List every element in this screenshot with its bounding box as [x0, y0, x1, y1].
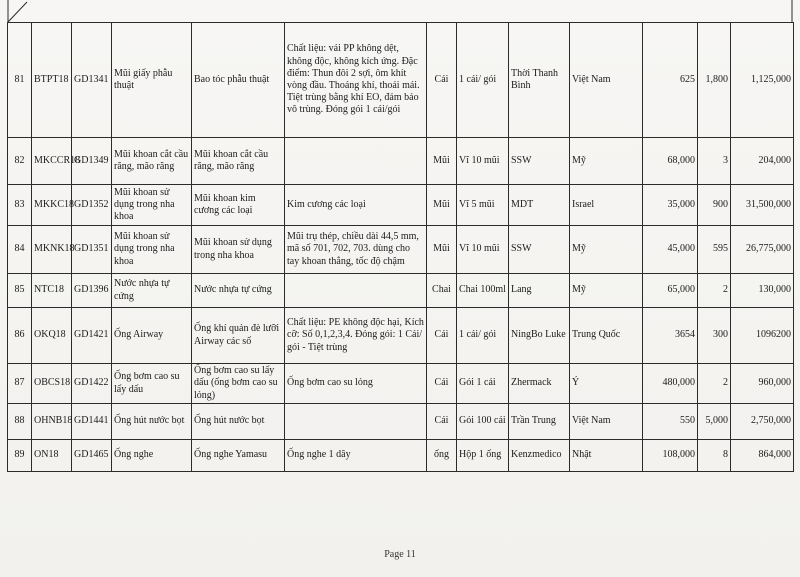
unit-cell: Cái [427, 23, 457, 138]
quantity-cell: 300 [698, 308, 731, 364]
unit-price-cell: 108,000 [643, 440, 698, 472]
decision-code-cell: GD1441 [72, 404, 112, 440]
quantity-cell: 3 [698, 138, 731, 185]
item-code-cell: BTPT18 [32, 23, 72, 138]
origin-country-cell: Nhật [570, 440, 643, 472]
origin-country-cell: Ý [570, 364, 643, 404]
unit-cell: Mũi [427, 138, 457, 185]
manufacturer-cell: Trần Trung [509, 404, 570, 440]
origin-country-cell: Trung Quốc [570, 308, 643, 364]
item-code-cell: MKKC18 [32, 185, 72, 226]
quantity-cell: 2 [698, 364, 731, 404]
packaging-cell: 1 cái/ gói [457, 308, 509, 364]
supply-table [7, 22, 794, 472]
row-number-cell: 88 [8, 404, 32, 440]
continued-table-edge [7, 0, 793, 22]
item-name-cell: Mũi khoan sử dụng trong nha khoa [112, 226, 192, 274]
manufacturer-cell: Zhermack [509, 364, 570, 404]
row-number-cell: 87 [8, 364, 32, 404]
unit-cell: Mũi [427, 226, 457, 274]
quantity-cell: 8 [698, 440, 731, 472]
specification-cell: Ống nghe 1 dây [285, 440, 427, 472]
decision-code-cell: GD1396 [72, 274, 112, 308]
unit-cell: Chai [427, 274, 457, 308]
item-name-cell: Ống bơm cao su lấy dấu [112, 364, 192, 404]
manufacturer-cell: Lang [509, 274, 570, 308]
item-name-cell: Mũi khoan cắt cầu răng, mão răng [112, 138, 192, 185]
item-code-cell: OHNB18 [32, 404, 72, 440]
item-name-cell: Nước nhựa tự cứng [112, 274, 192, 308]
trade-name-cell: Ống nghe Yamasu [192, 440, 285, 472]
decision-code-cell: GD1421 [72, 308, 112, 364]
specification-cell: Ống bơm cao su lỏng [285, 364, 427, 404]
total-amount-cell: 204,000 [731, 138, 794, 185]
decision-code-cell: GD1351 [72, 226, 112, 274]
trade-name-cell: Mũi khoan sử dụng trong nha khoa [192, 226, 285, 274]
item-code-cell: NTC18 [32, 274, 72, 308]
row-number-cell: 83 [8, 185, 32, 226]
item-code-cell: MKCCR18 [32, 138, 72, 185]
trade-name-cell: Ống hút nước bọt [192, 404, 285, 440]
origin-country-cell: Mỹ [570, 226, 643, 274]
manufacturer-cell: Thời Thanh Bình [509, 23, 570, 138]
unit-cell: Cái [427, 308, 457, 364]
item-name-cell: Mũi khoan sử dụng trong nha khoa [112, 185, 192, 226]
packaging-cell: Gói 1 cái [457, 364, 509, 404]
page-number: Page 11 [384, 549, 416, 560]
unit-cell: Cái [427, 364, 457, 404]
manufacturer-cell: MDT [509, 185, 570, 226]
table-row [8, 404, 794, 440]
table-row [8, 440, 794, 472]
unit-price-cell: 625 [643, 23, 698, 138]
specification-cell [285, 404, 427, 440]
manufacturer-cell: SSW [509, 226, 570, 274]
packaging-cell: Vĩ 5 mũi [457, 185, 509, 226]
specification-cell: Kim cương các loại [285, 185, 427, 226]
item-name-cell: Ống hút nước bọt [112, 404, 192, 440]
unit-cell: ống [427, 440, 457, 472]
total-amount-cell: 960,000 [731, 364, 794, 404]
quantity-cell: 2 [698, 274, 731, 308]
decision-code-cell: GD1352 [72, 185, 112, 226]
origin-country-cell: Việt Nam [570, 404, 643, 440]
item-name-cell: Ống Airway [112, 308, 192, 364]
item-code-cell: OKQ18 [32, 308, 72, 364]
trade-name-cell: Ống khí quản đè lưỡi Airway các số [192, 308, 285, 364]
row-number-cell: 85 [8, 274, 32, 308]
total-amount-cell: 130,000 [731, 274, 794, 308]
unit-price-cell: 65,000 [643, 274, 698, 308]
decision-code-cell: GD1341 [72, 23, 112, 138]
table-row [8, 308, 794, 364]
manufacturer-cell: Kenzmedico [509, 440, 570, 472]
origin-country-cell: Việt Nam [570, 23, 643, 138]
unit-price-cell: 45,000 [643, 226, 698, 274]
item-code-cell: OBCS18 [32, 364, 72, 404]
trade-name-cell: Bao tóc phẫu thuật [192, 23, 285, 138]
origin-country-cell: Israel [570, 185, 643, 226]
specification-cell: Mũi trụ thép, chiều dài 44,5 mm, mã số 701, 702, 703. dùng cho tay khoan thẳng, tốc độ chậm [285, 226, 427, 274]
trade-name-cell: Mũi khoan kim cương các loại [192, 185, 285, 226]
total-amount-cell: 2,750,000 [731, 404, 794, 440]
unit-price-cell: 480,000 [643, 364, 698, 404]
table-row [8, 274, 794, 308]
decision-code-cell: GD1422 [72, 364, 112, 404]
item-code-cell: MKNK18 [32, 226, 72, 274]
table-row [8, 364, 794, 404]
origin-country-cell: Mỹ [570, 138, 643, 185]
manufacturer-cell: NingBo Luke [509, 308, 570, 364]
row-number-cell: 84 [8, 226, 32, 274]
unit-price-cell: 3654 [643, 308, 698, 364]
packaging-cell: 1 cái/ gói [457, 23, 509, 138]
specification-cell: Chất liệu: PE không độc hại, Kích cỡ: Số 0,1,2,3,4. Đóng gói: 1 Cái/ gói - Tiệt trùng [285, 308, 427, 364]
packaging-cell: Vĩ 10 mũi [457, 138, 509, 185]
item-name-cell: Ống nghe [112, 440, 192, 472]
trade-name-cell: Nước nhựa tự cứng [192, 274, 285, 308]
trade-name-cell: Mũi khoan cắt cầu răng, mão răng [192, 138, 285, 185]
specification-cell [285, 138, 427, 185]
item-code-cell: ON18 [32, 440, 72, 472]
total-amount-cell: 1096200 [731, 308, 794, 364]
unit-price-cell: 68,000 [643, 138, 698, 185]
total-amount-cell: 864,000 [731, 440, 794, 472]
total-amount-cell: 26,775,000 [731, 226, 794, 274]
item-name-cell: Mũi giấy phẫu thuật [112, 23, 192, 138]
row-number-cell: 89 [8, 440, 32, 472]
packaging-cell: Hộp 1 ống [457, 440, 509, 472]
quantity-cell: 595 [698, 226, 731, 274]
specification-cell [285, 274, 427, 308]
packaging-cell: Vĩ 10 mũi [457, 226, 509, 274]
decision-code-cell: GD1465 [72, 440, 112, 472]
total-amount-cell: 31,500,000 [731, 185, 794, 226]
table-row [8, 138, 794, 185]
packaging-cell: Chai 100ml [457, 274, 509, 308]
row-number-cell: 86 [8, 308, 32, 364]
quantity-cell: 900 [698, 185, 731, 226]
packaging-cell: Gói 100 cái [457, 404, 509, 440]
decision-code-cell: GD1349 [72, 138, 112, 185]
unit-cell: Mũi [427, 185, 457, 226]
row-number-cell: 82 [8, 138, 32, 185]
manufacturer-cell: SSW [509, 138, 570, 185]
unit-price-cell: 35,000 [643, 185, 698, 226]
specification-cell: Chất liệu: vải PP không dệt, không độc, không kích ứng. Đặc điểm: Thun đôi 2 sợi, ôm khít vòng đầu. Thoáng khí, thoải mái. Tiệt trùng bằng khí EO, đảm bảo vô trùng. Đóng gói 1 cái/gói [285, 23, 427, 138]
row-number-cell: 81 [8, 23, 32, 138]
total-amount-cell: 1,125,000 [731, 23, 794, 138]
table-row [8, 226, 794, 274]
table-row [8, 23, 794, 138]
origin-country-cell: Mỹ [570, 274, 643, 308]
unit-cell: Cái [427, 404, 457, 440]
table-row [8, 185, 794, 226]
quantity-cell: 1,800 [698, 23, 731, 138]
quantity-cell: 5,000 [698, 404, 731, 440]
unit-price-cell: 550 [643, 404, 698, 440]
trade-name-cell: Ống bơm cao su lấy dấu (ống bơm cao su lỏng) [192, 364, 285, 404]
